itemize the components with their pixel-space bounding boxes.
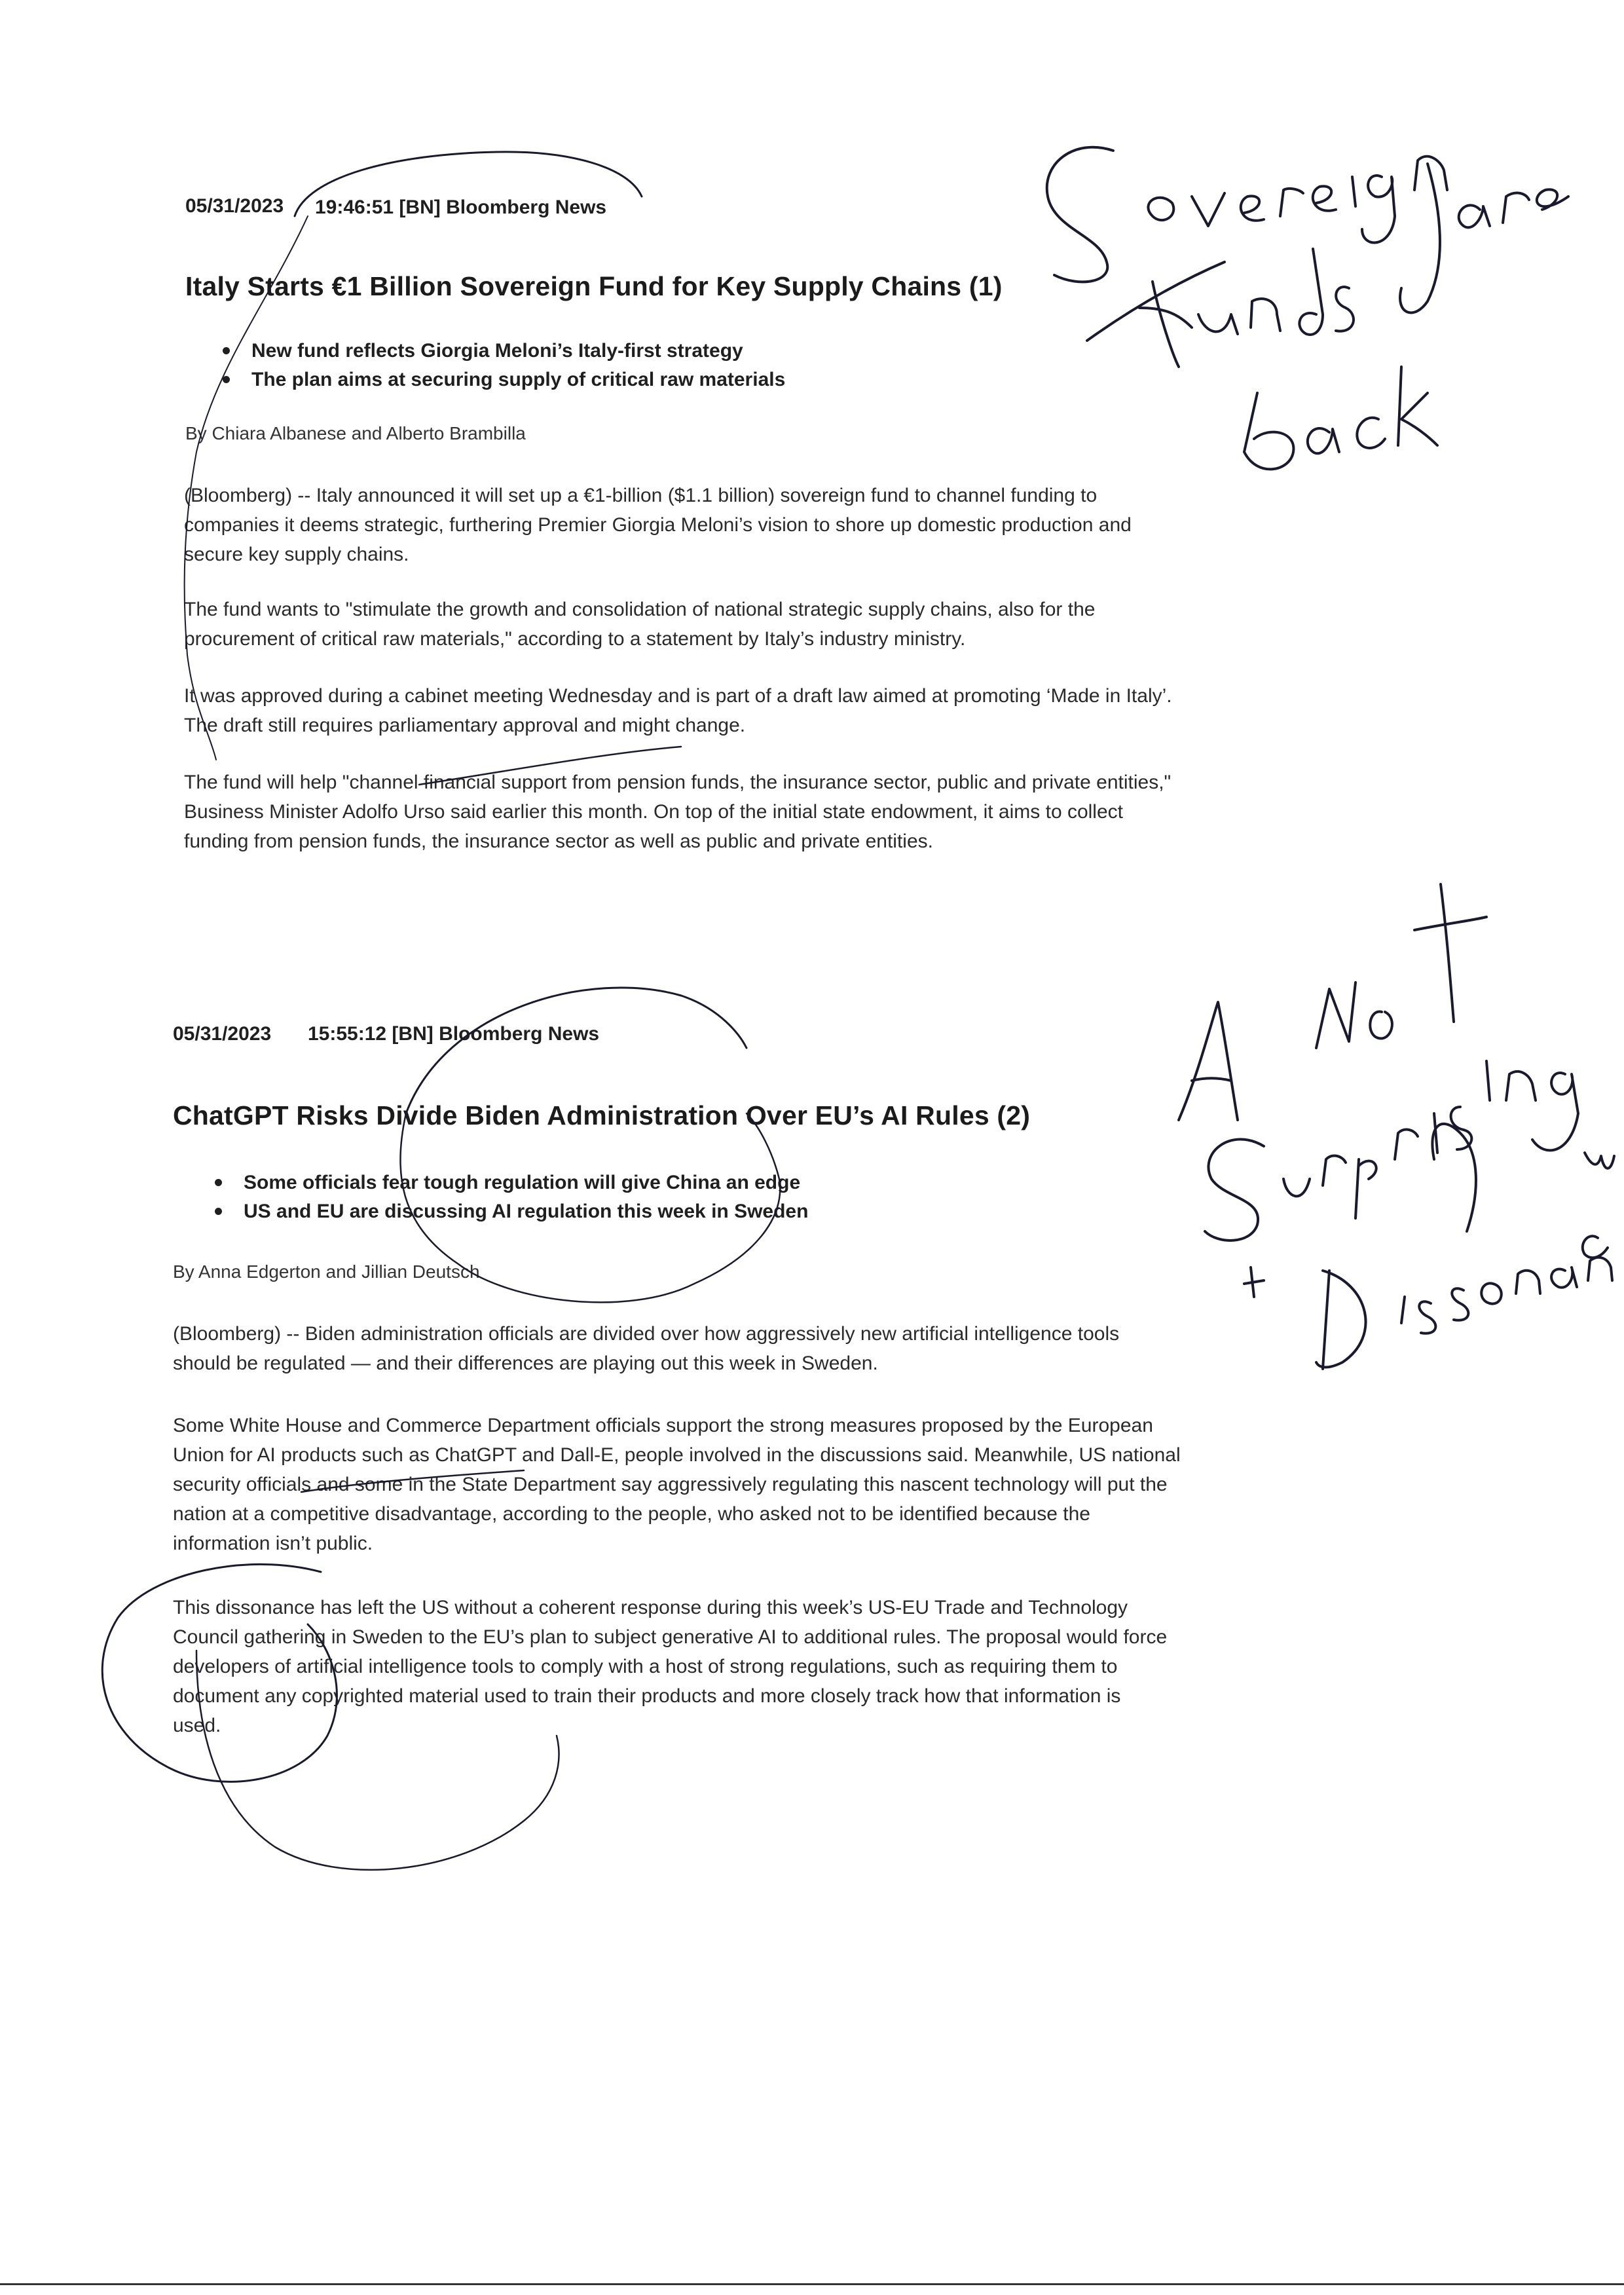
bullet-item: Some officials fear tough regulation will give China an edge xyxy=(210,1168,808,1197)
text-line: (Bloomberg) -- Italy announced it will set up a €1-billion ($1.1 billion) sovereign fund to channel funding to xyxy=(184,485,1098,506)
handwritten-note-dissonance xyxy=(1179,884,1614,1369)
text-line: The fund will help "channel financial support from pension funds, the insurance sector, public and private entities," xyxy=(184,772,1172,793)
text-line: should be regulated — and their differences are playing out this week in Sweden. xyxy=(173,1353,878,1374)
article-2-paragraph-1 xyxy=(173,1319,1119,1378)
bullet-item: New fund reflects Giorgia Meloni’s Italy-first strategy xyxy=(217,337,785,365)
article-1-time-source: 19:46:51 [BN] Bloomberg News xyxy=(315,196,607,218)
text-line: secure key supply chains. xyxy=(184,544,409,565)
article-1-paragraph-3 xyxy=(184,681,1172,740)
text-line: procurement of critical raw materials," according to a statement by Italy’s industry ministry. xyxy=(184,628,966,650)
text-line: The draft still requires parliamentary approval and might change. xyxy=(184,715,746,736)
text-line: The fund wants to "stimulate the growth and consolidation of national strategic supply chains, also for the xyxy=(184,599,1096,620)
article-2-date: 05/31/2023 xyxy=(173,1023,272,1045)
article-1-paragraph-2 xyxy=(184,595,1095,654)
article-1-paragraph-4 xyxy=(184,768,1171,856)
article-2-time-source: 15:55:12 [BN] Bloomberg News xyxy=(308,1023,600,1045)
text-line: security officials and some in the State Department say aggressively regulating this nascent technology will put the xyxy=(173,1474,1168,1495)
article-1-date: 05/31/2023 xyxy=(185,195,284,217)
article-2-paragraph-2 xyxy=(173,1411,1181,1558)
ink-circle-article-2 xyxy=(406,988,747,1113)
article-1-title: Italy Starts €1 Billion Sovereign Fund for Key Supply Chains (1) xyxy=(185,271,1003,301)
text-line: It was approved during a cabinet meeting Wednesday and is part of a draft law aimed at promoting ‘Made in Italy’. xyxy=(184,685,1172,707)
article-2-byline: By Anna Edgerton and Jillian Deutsch xyxy=(173,1261,480,1282)
text-line: Some White House and Commerce Department officials support the strong measures proposed by the European xyxy=(173,1415,1153,1436)
text-line: companies it deems strategic, furthering Premier Giorgia Meloni’s vision to shore up domestic production and xyxy=(184,514,1132,536)
text-line: document any copyrighted material used to train their products and more closely track how that information is xyxy=(173,1685,1121,1707)
text-line: information isn’t public. xyxy=(173,1533,373,1554)
article-1-byline: By Chiara Albanese and Alberto Brambilla xyxy=(185,423,526,443)
article-2-paragraph-3 xyxy=(173,1593,1167,1740)
article-1-paragraph-1 xyxy=(184,481,1132,569)
text-line: funding from pension funds, the insurance sector as well as public and private entities. xyxy=(184,830,933,852)
article-2-bullets xyxy=(210,1168,808,1226)
text-line: Union for AI products such as ChatGPT and Dall-E, people involved in the discussions said. Meanwhile, US national xyxy=(173,1444,1181,1466)
text-line: Business Minister Adolfo Urso said earlier this month. On top of the initial state endowment, it aims to collect xyxy=(184,801,1123,823)
text-line: Council gathering in Sweden to the EU’s plan to subject generative AI to additional rules. The proposal would force xyxy=(173,1626,1168,1648)
bullet-item: The plan aims at securing supply of critical raw materials xyxy=(217,365,785,394)
bullet-item: US and EU are discussing AI regulation this week in Sweden xyxy=(210,1197,808,1226)
text-line: This dissonance has left the US without a coherent response during this week’s US-EU Trade and Technology xyxy=(173,1597,1128,1618)
article-1-bullets xyxy=(217,337,785,394)
text-line: used. xyxy=(173,1715,221,1736)
text-line: nation at a competitive disadvantage, according to the people, who asked not to be identified because the xyxy=(173,1503,1090,1525)
text-line: (Bloomberg) -- Biden administration officials are divided over how aggressively new artificial intelligence tools xyxy=(173,1323,1120,1345)
article-2-title: ChatGPT Risks Divide Biden Administration Over EU’s AI Rules (2) xyxy=(173,1100,1031,1130)
text-line: developers of artificial intelligence tools to comply with a host of strong regulations, such as requiring them to xyxy=(173,1656,1118,1677)
handwritten-note-sovereign-funds xyxy=(1047,147,1568,470)
scan-edge-line xyxy=(0,2283,1624,2285)
